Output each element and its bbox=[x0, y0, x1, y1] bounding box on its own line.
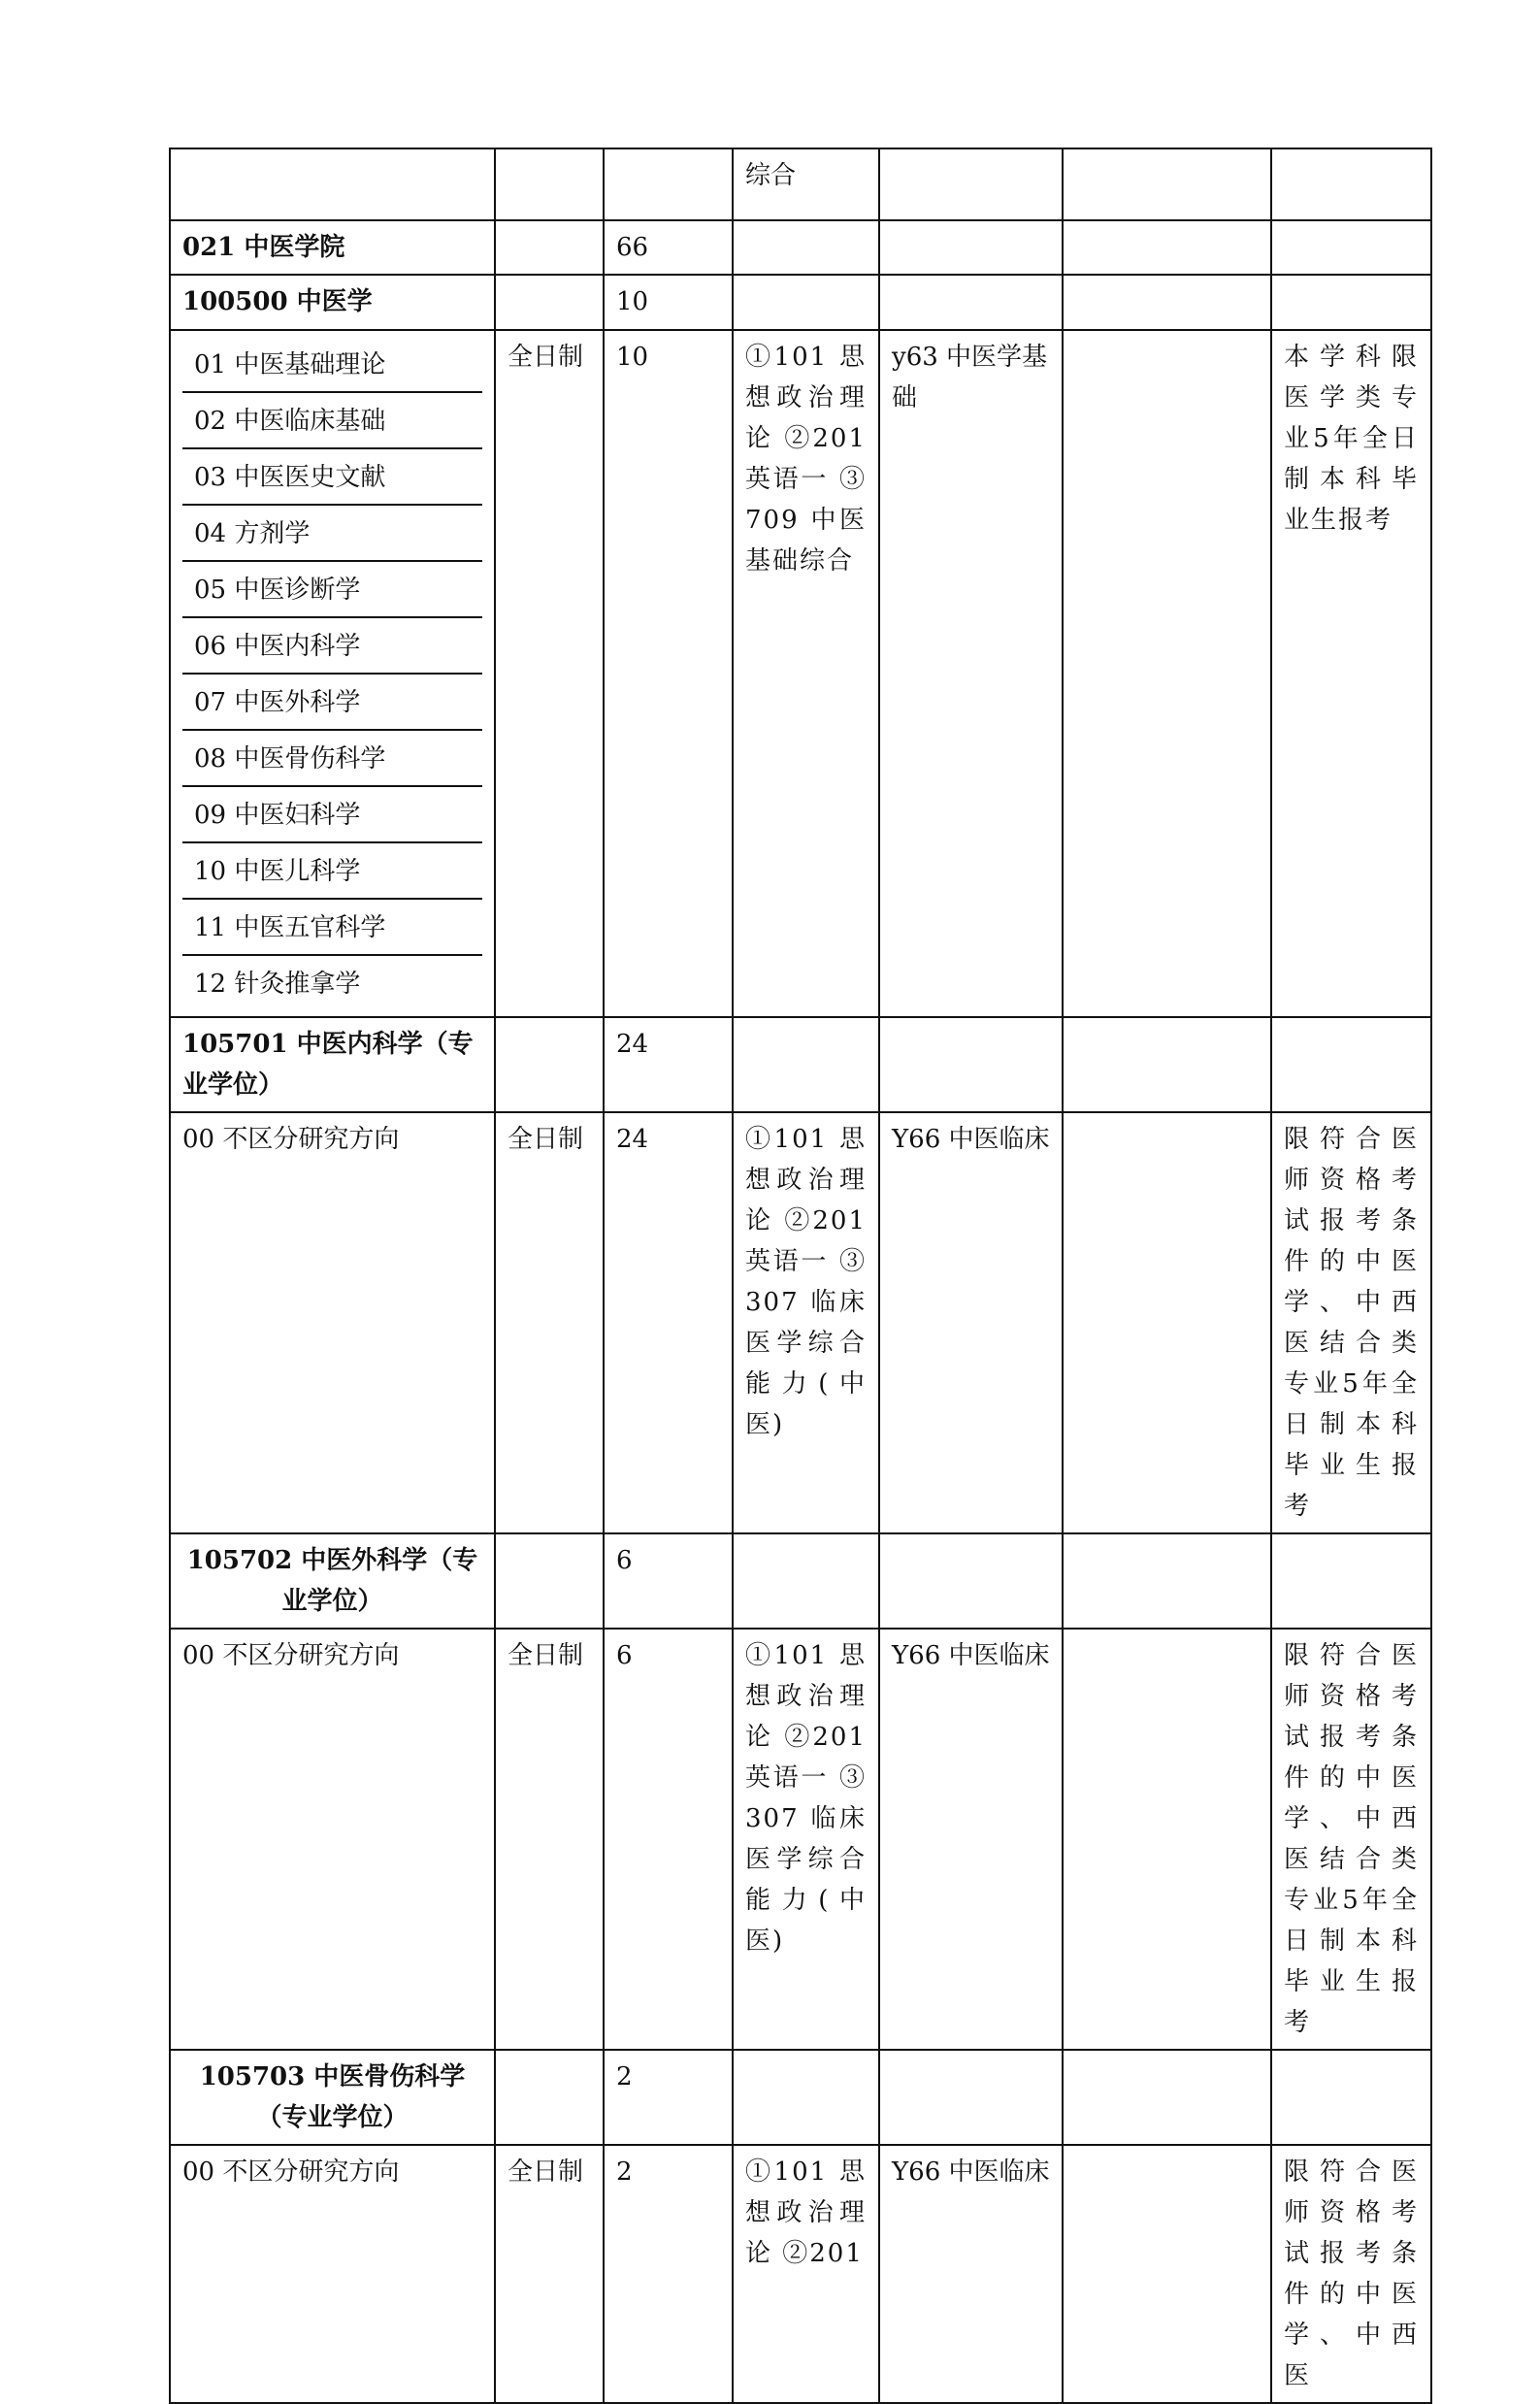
plan-count: 24 bbox=[604, 1112, 733, 1533]
exam-subjects: ①101 思想政治理论 ②201 bbox=[733, 2145, 879, 2403]
major-detail-row bbox=[170, 1112, 1431, 1533]
cell-empty bbox=[1271, 2050, 1431, 2145]
study-mode: 全日制 bbox=[495, 2145, 604, 2403]
major-row bbox=[170, 2050, 1431, 2145]
major-count: 24 bbox=[604, 1017, 733, 1112]
study-mode: 全日制 bbox=[495, 1629, 604, 2050]
cell-empty bbox=[879, 148, 1063, 220]
direction-item: 00 不区分研究方向 bbox=[170, 2145, 495, 2403]
direction-item: 09 中医妇科学 bbox=[182, 787, 482, 843]
college-row bbox=[170, 220, 1431, 275]
exam-subjects-cell: 综合 bbox=[733, 148, 879, 220]
major-row bbox=[170, 275, 1431, 330]
cell-empty bbox=[1271, 1017, 1431, 1112]
cell-empty bbox=[733, 1017, 879, 1112]
direction-item: 08 中医骨伤科学 bbox=[182, 731, 482, 787]
major-detail-row bbox=[170, 2145, 1431, 2403]
cell-empty bbox=[879, 2050, 1063, 2145]
exam-subjects: ①101 思想政治理论 ②201 英语一 ③709 中医基础综合 bbox=[733, 330, 879, 1017]
cell-empty bbox=[1063, 1533, 1271, 1629]
plan-count: 10 bbox=[604, 330, 733, 1017]
continuation-row bbox=[170, 148, 1431, 220]
major-detail-row bbox=[170, 330, 1431, 1017]
cell-empty bbox=[495, 1533, 604, 1629]
cell-empty bbox=[879, 275, 1063, 330]
cell-empty bbox=[495, 275, 604, 330]
direction-item: 01 中医基础理论 bbox=[182, 337, 482, 393]
major-row bbox=[170, 1533, 1431, 1629]
cell-empty bbox=[1271, 148, 1431, 220]
cell-empty bbox=[1271, 220, 1431, 275]
cell-empty bbox=[1063, 148, 1271, 220]
remarks: 限符合医师资格考试报考条件的中医学、中西医结合类专业5年全日制本科毕业生报考 bbox=[1271, 1112, 1431, 1533]
cell-empty bbox=[495, 220, 604, 275]
exam-subjects: ①101 思想政治理论 ②201 英语一 ③307 临床医学综合能力(中医) bbox=[733, 1112, 879, 1533]
direction-item: 07 中医外科学 bbox=[182, 675, 482, 731]
major-count: 6 bbox=[604, 1533, 733, 1629]
remarks: 本学科限医学类专业5年全日制本科毕业生报考 bbox=[1271, 330, 1431, 1017]
direction-item: 12 针灸推拿学 bbox=[194, 970, 361, 999]
major-row bbox=[170, 1017, 1431, 1112]
remarks: 限符合医师资格考试报考条件的中医学、中西医 bbox=[1271, 2145, 1431, 2403]
cell-empty bbox=[733, 2050, 879, 2145]
exam-subjects: ①101 思想政治理论 ②201 英语一 ③307 临床医学综合能力(中医) bbox=[733, 1629, 879, 2050]
college-name: 021 中医学院 bbox=[170, 220, 495, 275]
direction-item: 06 中医内科学 bbox=[182, 618, 482, 675]
major-count: 2 bbox=[604, 2050, 733, 2145]
major-name: 105702 中医外科学（专业学位） bbox=[170, 1533, 495, 1629]
major-detail-row bbox=[170, 1629, 1431, 2050]
major-count: 10 bbox=[604, 275, 733, 330]
cell-empty bbox=[495, 1017, 604, 1112]
major-name: 100500 中医学 bbox=[170, 275, 495, 330]
cell-empty bbox=[733, 220, 879, 275]
direction-item: 10 中医儿科学 bbox=[182, 843, 482, 900]
cell-empty bbox=[1271, 275, 1431, 330]
admissions-table bbox=[169, 148, 1432, 2404]
cell-empty bbox=[1063, 330, 1271, 1017]
direction-item: 03 中医医史文献 bbox=[182, 449, 482, 506]
study-mode: 全日制 bbox=[495, 330, 604, 1017]
direction-item: 00 不区分研究方向 bbox=[170, 1112, 495, 1533]
direction-item: 04 方剂学 bbox=[182, 506, 482, 562]
cell-empty bbox=[1271, 1533, 1431, 1629]
plan-count: 6 bbox=[604, 1629, 733, 2050]
cell-empty bbox=[604, 148, 733, 220]
cell-empty bbox=[733, 275, 879, 330]
direction-item: 05 中医诊断学 bbox=[182, 562, 482, 618]
retest-subject: Y66 中医临床 bbox=[879, 2145, 1063, 2403]
cell-empty bbox=[170, 148, 495, 220]
cell-empty bbox=[495, 148, 604, 220]
directions-list bbox=[170, 330, 495, 1017]
cell-empty bbox=[879, 220, 1063, 275]
direction-item: 11 中医五官科学 bbox=[182, 900, 482, 956]
plan-count: 2 bbox=[604, 2145, 733, 2403]
cell-empty bbox=[879, 1017, 1063, 1112]
cell-empty bbox=[1063, 1017, 1271, 1112]
cell-empty bbox=[1063, 2145, 1271, 2403]
retest-subject: Y66 中医临床 bbox=[879, 1629, 1063, 2050]
cell-empty bbox=[495, 2050, 604, 2145]
cell-empty bbox=[733, 1533, 879, 1629]
major-name: 105701 中医内科学（专业学位） bbox=[170, 1017, 495, 1112]
cell-empty bbox=[1063, 1112, 1271, 1533]
direction-item: 02 中医临床基础 bbox=[182, 393, 482, 449]
remarks: 限符合医师资格考试报考条件的中医学、中西医结合类专业5年全日制本科毕业生报考 bbox=[1271, 1629, 1431, 2050]
retest-subject: y63 中医学基础 bbox=[879, 330, 1063, 1017]
college-count: 66 bbox=[604, 220, 733, 275]
cell-empty bbox=[1063, 2050, 1271, 2145]
cell-empty bbox=[1063, 220, 1271, 275]
cell-empty bbox=[879, 1533, 1063, 1629]
study-mode: 全日制 bbox=[495, 1112, 604, 1533]
major-name: 105703 中医骨伤科学（专业学位） bbox=[170, 2050, 495, 2145]
direction-item: 00 不区分研究方向 bbox=[170, 1629, 495, 2050]
cell-empty bbox=[1063, 275, 1271, 330]
retest-subject: Y66 中医临床 bbox=[879, 1112, 1063, 1533]
cell-empty bbox=[1063, 1629, 1271, 2050]
